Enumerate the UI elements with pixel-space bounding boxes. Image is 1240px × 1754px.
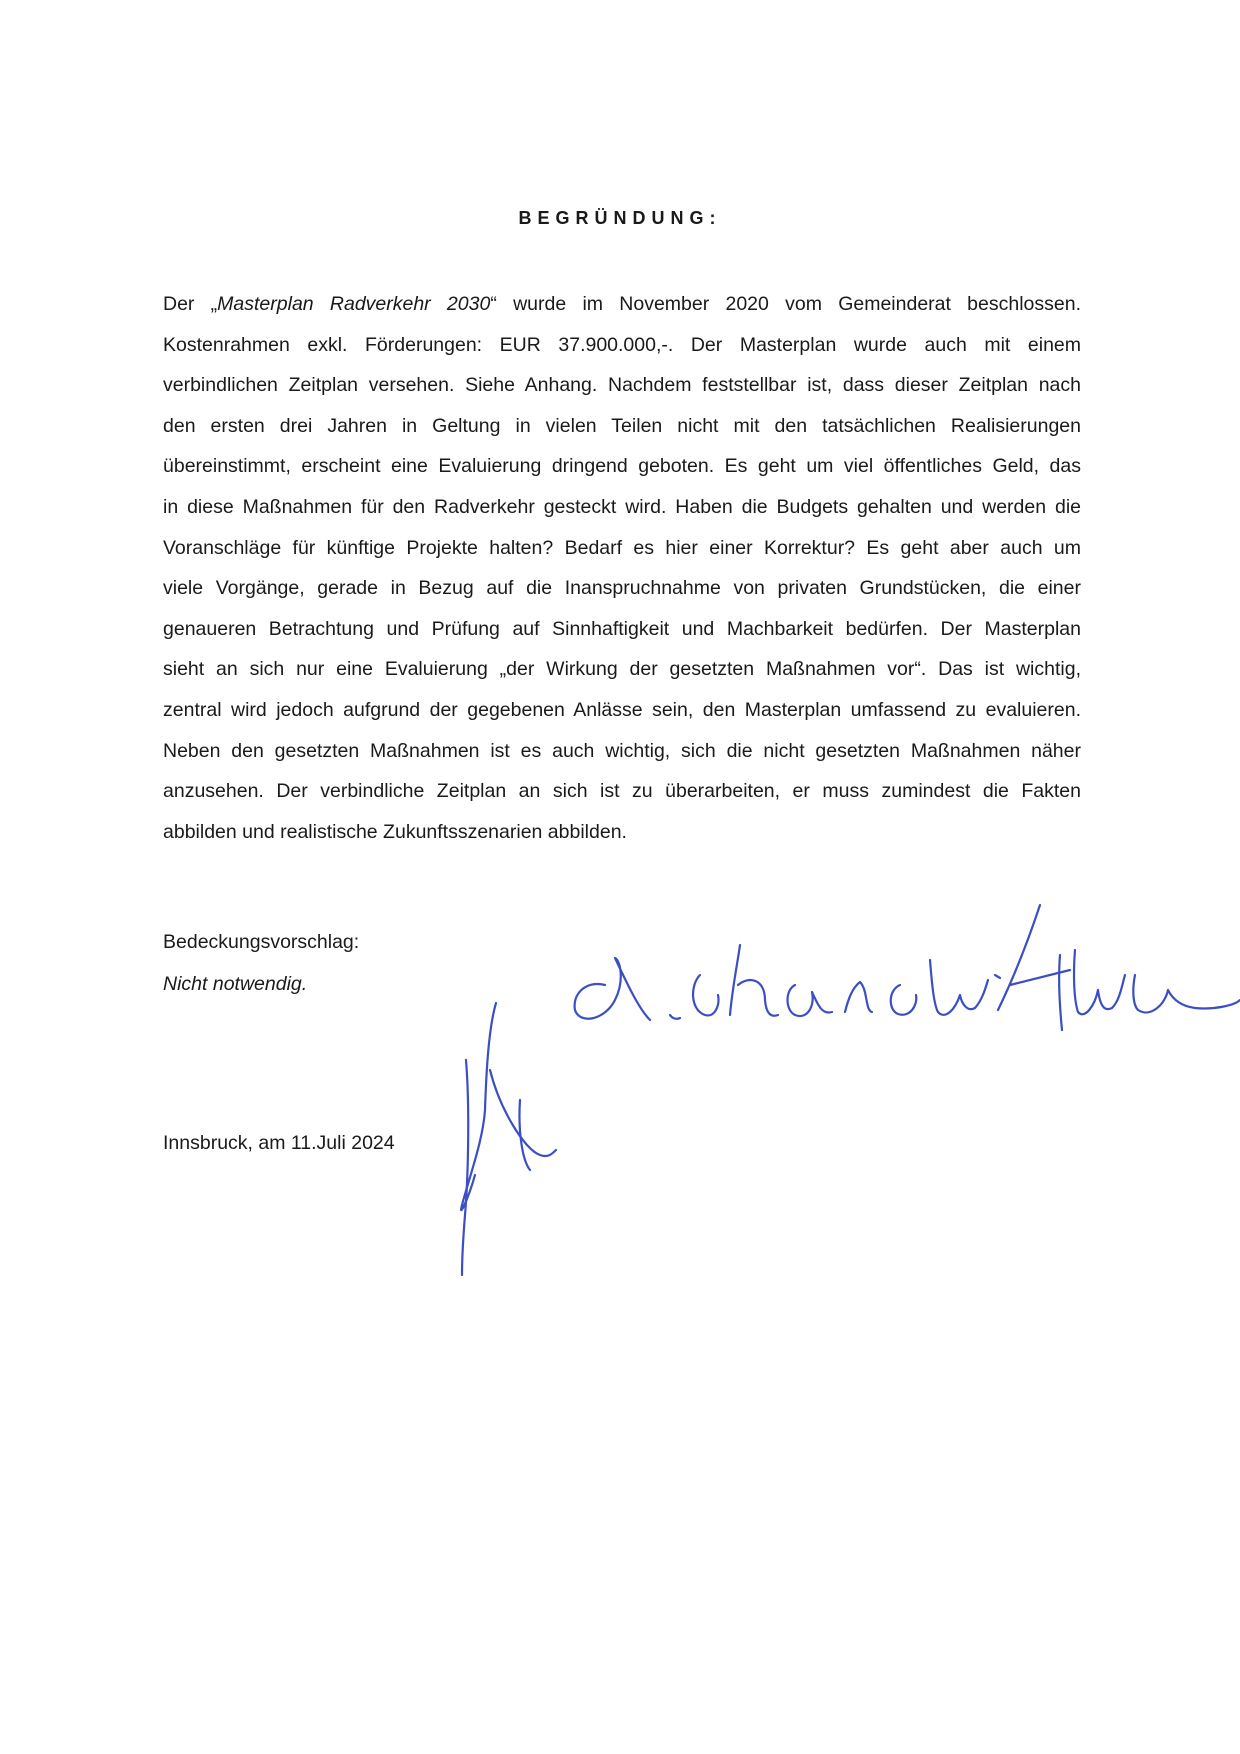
quote-close: “ <box>490 293 497 315</box>
signature-2-stroke-g <box>891 985 917 1015</box>
place-and-date: Innsbruck, am 11.Juli 2024 <box>163 1132 395 1154</box>
body-line-8: viele Vorgänge, gerade in Bezug auf die Inanspruchnahme von privaten Grundstücken, die einer <box>163 577 1081 600</box>
body-line-9: genaueren Betrachtung und Prüfung auf Sinnhaftigkeit und Machbarkeit bedürfen. Der Masterplan <box>163 617 1081 640</box>
signature-2-stroke-k <box>998 905 1040 1010</box>
signature-2-stroke-m <box>1074 950 1125 1014</box>
signature-2-stroke-c <box>693 975 718 1015</box>
body-line-12: Neben den gesetzten Maßnahmen ist es auch wichtig, sich die nicht gesetzten Maßnahmen näher <box>163 739 1081 762</box>
signature-2-stroke-e <box>788 985 833 1016</box>
signature-2-stroke-d <box>730 945 778 1016</box>
signature-2-stroke-b <box>670 1015 680 1019</box>
signature-2-stroke-j <box>1010 970 1070 985</box>
quote-open: Der „ <box>163 293 218 315</box>
signature-2-stroke-l <box>1059 955 1062 1030</box>
masterplan-title: Masterplan Radverkehr 2030 <box>217 293 491 315</box>
signature-1-stroke-c <box>490 1070 556 1156</box>
signature-2-stroke-i <box>995 975 1000 978</box>
signature-2-stroke-a <box>575 958 650 1020</box>
signature-1-stroke-b <box>462 1060 468 1275</box>
signature-1-stroke-a <box>461 1003 496 1210</box>
body-line-6: in diese Maßnahmen für den Radverkehr gesteckt wird. Haben die Budgets gehalten und werden die <box>163 495 1081 518</box>
coverage-value: Nicht notwendig. <box>163 973 308 995</box>
signature-2-stroke-h <box>930 960 988 1015</box>
justification-body <box>163 284 1081 852</box>
body-line-2: Kostenrahmen exkl. Förderungen: EUR 37.900.000,-. Der Masterplan wurde auch mit einem <box>163 333 1081 356</box>
body-line-4: den ersten drei Jahren in Geltung in vielen Teilen nicht mit den tatsächlichen Realisierungen <box>163 414 1081 437</box>
coverage-label: Bedeckungsvorschlag: <box>163 931 360 953</box>
body-line-11: zentral wird jedoch aufgrund der gegebenen Anlässe sein, den Masterplan umfassend zu evaluieren. <box>163 698 1081 721</box>
body-line-13: anzusehen. Der verbindliche Zeitplan an sich ist zu überarbeiten, er muss zumindest die Fakten <box>163 780 1081 803</box>
signature-2-stroke-n <box>1133 975 1240 1012</box>
body-line-1-rest: wurde im November 2020 vom Gemeinderat beschlossen. <box>496 293 1081 315</box>
body-line-1 <box>163 284 1081 325</box>
body-line-5: übereinstimmt, erscheint eine Evaluierung dringend geboten. Es geht um viel öffentliches Geld, das <box>163 455 1081 478</box>
body-line-14: abbilden und realistische Zukunftsszenarien abbilden. <box>163 820 627 843</box>
body-line-7: Voranschläge für künftige Projekte halten? Bedarf es hier einer Korrektur? Es geht aber auch um <box>163 536 1081 559</box>
signature-2-stroke-f <box>845 982 872 1012</box>
body-line-3: verbindlichen Zeitplan versehen. Siehe Anhang. Nachdem feststellbar ist, dass dieser Zeitplan nach <box>163 374 1081 397</box>
body-line-10: sieht an sich nur eine Evaluierung „der Wirkung der gesetzten Maßnahmen vor“. Das ist wichtig, <box>163 658 1081 681</box>
signature-1-stroke-d <box>519 1100 530 1170</box>
page-heading: BEGRÜNDUNG: <box>518 208 722 228</box>
